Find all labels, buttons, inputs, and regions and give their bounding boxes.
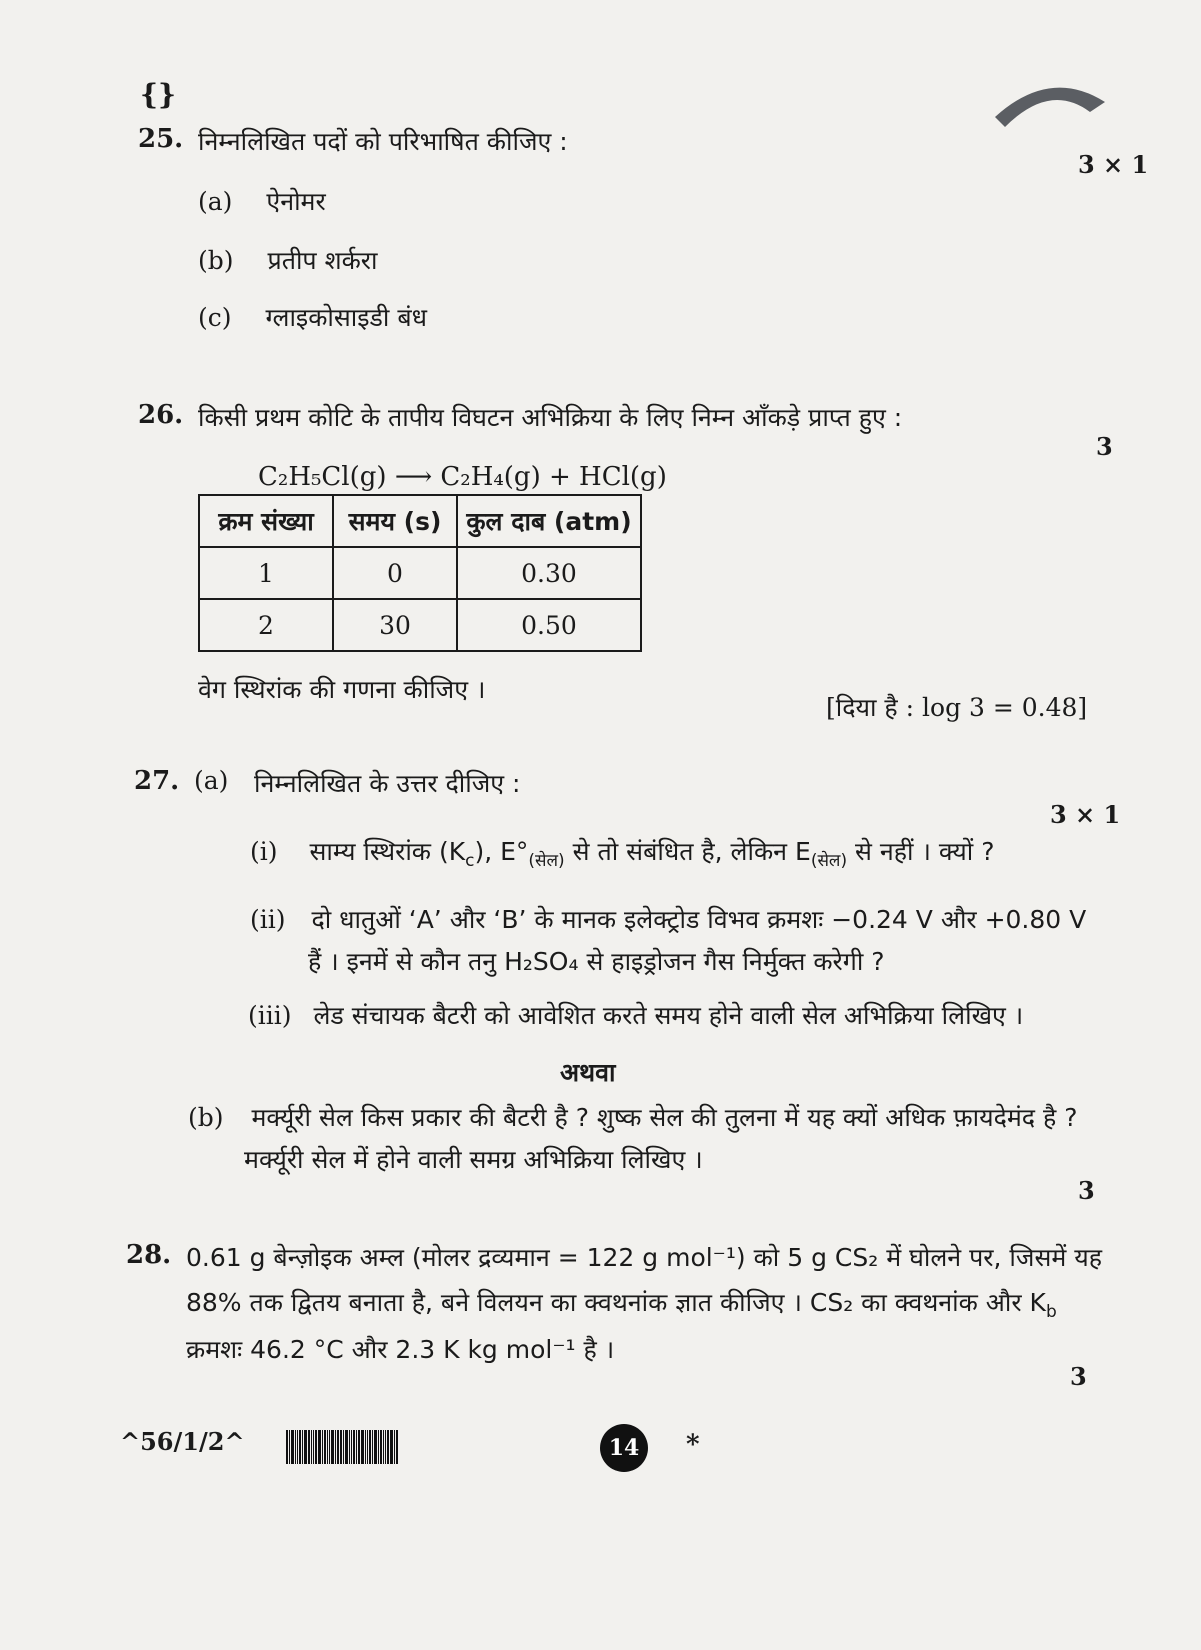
column-header: कुल दाब (atm) — [457, 495, 641, 547]
option-b — [198, 243, 377, 277]
item-iii — [248, 998, 1023, 1032]
option-label: (a) — [198, 187, 233, 216]
barcode-icon — [286, 1430, 399, 1464]
question-text: निम्नलिखित पदों को परिभाषित कीजिए : — [198, 127, 568, 156]
question-line3: क्रमशः 46.2 °C और 2.3 K kg mol⁻¹ है । — [186, 1335, 615, 1364]
question-line1: 0.61 g बेन्ज़ोइक अम्ल (मोलर द्रव्यमान = 122 g mol⁻¹) को 5 g CS₂ में घोलने पर, जिसमें यह — [186, 1243, 1103, 1272]
option-a — [198, 184, 326, 218]
item-text: साम्य स्थिरांक $(K_c)$, $E^\circ_{(सेल)}$ से तो संबंधित है, लेकिन $E_{(सेल)}$ से नहीं । क्यों ? — [309, 837, 995, 871]
item-label: (i) — [250, 837, 278, 866]
marks: 3 — [1078, 1176, 1095, 1205]
table-row — [199, 599, 641, 651]
option-text: ऐनोमर — [266, 187, 326, 216]
table-cell: 30 — [333, 599, 457, 651]
question-number: 25. — [138, 124, 184, 154]
question-number: 26. — [138, 400, 184, 430]
table-cell: 0.50 — [457, 599, 641, 651]
question-line2: 88% तक द्वितय बनाता है, बने विलयन का क्वथनांक ज्ञात कीजिए । CS₂ का क्वथनांक और $K_b$ — [186, 1288, 1057, 1322]
part-a-text: निम्नलिखित के उत्तर दीजिए : — [254, 769, 521, 798]
page-curl-icon — [990, 72, 1110, 132]
marks: 3 — [1070, 1362, 1087, 1391]
or-divider: अथवा — [560, 1058, 616, 1087]
table-cell: 2 — [199, 599, 333, 651]
item-text-line1: दो धातुओं ‘A’ और ‘B’ के मानक इलेक्ट्रोड विभव क्रमशः −0.24 V और +0.80 V — [311, 905, 1087, 934]
paper-code: ^56/1/2^ — [120, 1427, 245, 1456]
products: C₂H₄(g) + HCl(g) — [440, 462, 667, 492]
reaction-equation — [258, 462, 667, 492]
option-label: (c) — [198, 303, 232, 332]
marks: 3 — [1096, 432, 1113, 461]
item-text: लेड संचायक बैटरी को आवेशित करते समय होने वाली सेल अभिक्रिया लिखिए । — [313, 1001, 1024, 1030]
data-table — [198, 494, 642, 652]
table-header-row — [199, 495, 641, 547]
item-text-line2: हैं । इनमें से कौन तनु H₂SO₄ से हाइड्रोजन गैस निर्मुक्त करेगी ? — [308, 947, 885, 976]
column-header: समय (s) — [333, 495, 457, 547]
reactant: C₂H₅Cl(g) — [258, 462, 387, 492]
table-row — [199, 547, 641, 599]
brace-mark: {} — [140, 78, 177, 111]
option-c — [198, 300, 427, 334]
option-text: प्रतीप शर्करा — [267, 246, 378, 275]
item-ii — [250, 902, 1086, 936]
page-number: 14 — [600, 1424, 648, 1472]
item-i — [250, 834, 994, 871]
table-cell: 0.30 — [457, 547, 641, 599]
item-label: (iii) — [248, 1001, 292, 1030]
option-text: ग्लाइकोसाइडी बंध — [265, 303, 427, 332]
part-b-line1: मर्क्यूरी सेल किस प्रकार की बैटरी है ? शुष्क सेल की तुलना में यह क्यों अधिक फ़ायदेमंद है ? — [251, 1103, 1078, 1132]
marks: 3 × 1 — [1078, 150, 1149, 179]
reaction-arrow: ⟶ — [394, 462, 433, 492]
part-a-label: (a) — [194, 766, 229, 795]
question-number: 28. — [126, 1240, 172, 1270]
question-number: 27. — [134, 766, 180, 796]
part-b-line2: मर्क्यूरी सेल में होने वाली समग्र अभिक्रिया लिखिए । — [244, 1145, 703, 1174]
table-cell: 0 — [333, 547, 457, 599]
table-cell: 1 — [199, 547, 333, 599]
part-b — [188, 1100, 1078, 1134]
item-label: (ii) — [250, 905, 286, 934]
option-label: (b) — [198, 246, 234, 275]
given-note: [दिया है : log 3 = 0.48] — [826, 693, 1088, 722]
star-mark: * — [686, 1430, 700, 1460]
part-b-label: (b) — [188, 1103, 224, 1132]
column-header: क्रम संख्या — [199, 495, 333, 547]
marks: 3 × 1 — [1050, 800, 1121, 829]
question-text: किसी प्रथम कोटि के तापीय विघटन अभिक्रिया के लिए निम्न आँकड़े प्राप्त हुए : — [198, 403, 903, 432]
task-text: वेग स्थिरांक की गणना कीजिए । — [198, 675, 486, 704]
